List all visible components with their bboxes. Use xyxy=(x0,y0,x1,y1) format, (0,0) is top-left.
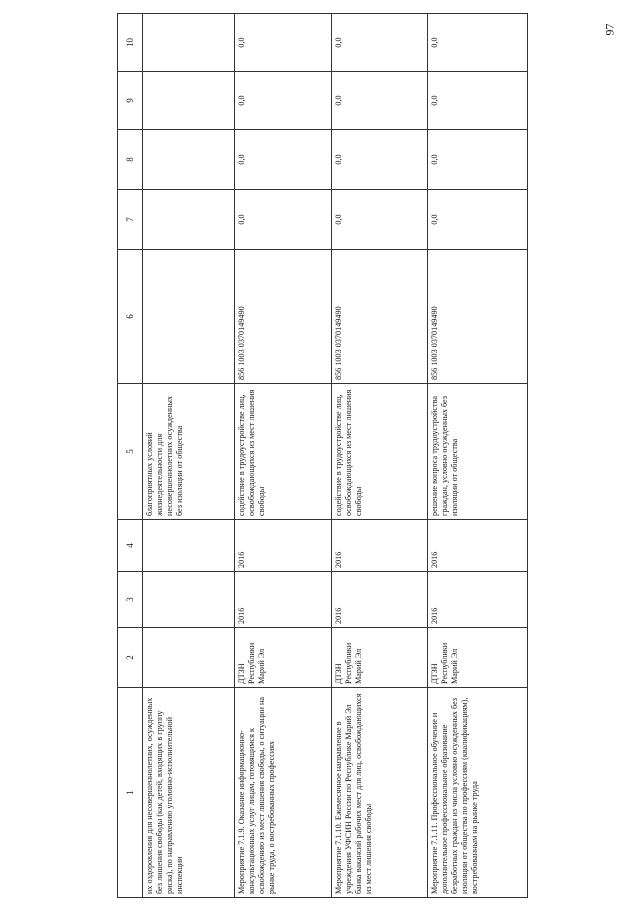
value-cell-9 xyxy=(143,72,235,130)
goal-cell: решение вопроса трудоустройства граждан, условно осужденных без изоляции от общества xyxy=(428,384,528,520)
column-header-8: 8 xyxy=(118,130,143,190)
value-cell-7: 0,0 xyxy=(428,190,528,250)
table-row-7-1-10 xyxy=(332,14,428,898)
goal-cell: содействие в трудоустройстве лиц, освобождающихся из мест лишения свободы xyxy=(235,384,332,520)
column-header-1: 1 xyxy=(118,688,143,898)
table-row-7-1-11 xyxy=(428,14,528,898)
value-cell-8: 0,0 xyxy=(235,130,332,190)
value-cell-8: 0,0 xyxy=(428,130,528,190)
goal-cell: благоприятных условий жизнедеятельности для несовершеннолетних осужденных без изоляции от общества xyxy=(143,384,235,520)
start-year-cell: 2016 xyxy=(428,572,528,628)
value-cell-8 xyxy=(143,130,235,190)
value-cell-10: 0,0 xyxy=(332,14,428,72)
start-year-cell: 2016 xyxy=(332,572,428,628)
value-cell-9: 0,0 xyxy=(428,72,528,130)
value-cell-8: 0,0 xyxy=(332,130,428,190)
budget-code-cell: 856 1003 0370149490 xyxy=(332,250,428,384)
value-cell-7: 0,0 xyxy=(332,190,428,250)
measure-name-cell: Мероприятие 7.1.11. Профессиональное обучение и дополнительное профессиональное образование безработных граждан из числа условно осужденных без изоляции от общества по профессиям (квалификациям), востребованным на рынке труда xyxy=(428,688,528,898)
executor-cell: ДТЗН Республики Марий Эл xyxy=(428,628,528,688)
page-number: 97 xyxy=(602,23,617,36)
program-measures-table xyxy=(117,13,528,898)
table-row-7-1-9 xyxy=(235,14,332,898)
value-cell-10: 0,0 xyxy=(428,14,528,72)
measure-name-cell: Мероприятие 7.1.10. Ежемесячное направление в учреждения УФСИН России по Республике Марий Эл банка вакансий рабочих мест для лиц, освобождающихся из мест лишения свободы xyxy=(332,688,428,898)
column-header-2: 2 xyxy=(118,628,143,688)
executor-cell xyxy=(143,628,235,688)
column-header-5: 5 xyxy=(118,384,143,520)
value-cell-9: 0,0 xyxy=(332,72,428,130)
goal-cell: содействие в трудоустройстве лиц, освобождающихся из мест лишения свободы xyxy=(332,384,428,520)
column-header-4: 4 xyxy=(118,520,143,572)
executor-cell: ДТЗН Республики Марий Эл xyxy=(235,628,332,688)
budget-code-cell xyxy=(143,250,235,384)
column-header-9: 9 xyxy=(118,72,143,130)
start-year-cell: 2016 xyxy=(235,572,332,628)
measure-name-cell: их оздоровления для несовершеннолетних, осужденных без лишения свободы (как детей, входящих в группу риска), по направлению уголовно-исполнительной инспекции xyxy=(143,688,235,898)
end-year-cell: 2016 xyxy=(428,520,528,572)
value-cell-10 xyxy=(143,14,235,72)
budget-code-cell: 856 1003 0370149490 xyxy=(235,250,332,384)
column-header-3: 3 xyxy=(118,572,143,628)
end-year-cell xyxy=(143,520,235,572)
value-cell-7 xyxy=(143,190,235,250)
end-year-cell: 2016 xyxy=(332,520,428,572)
column-header-7: 7 xyxy=(118,190,143,250)
start-year-cell xyxy=(143,572,235,628)
column-number-row xyxy=(118,14,143,898)
budget-code-cell: 856 1003 0370149490 xyxy=(428,250,528,384)
rotated-table-sheet xyxy=(117,14,529,898)
table-row-continuation xyxy=(143,14,235,898)
column-header-10: 10 xyxy=(118,14,143,72)
executor-cell: ДТЗН Республики Марий Эл xyxy=(332,628,428,688)
value-cell-9: 0,0 xyxy=(235,72,332,130)
column-header-6: 6 xyxy=(118,250,143,384)
end-year-cell: 2016 xyxy=(235,520,332,572)
value-cell-10: 0,0 xyxy=(235,14,332,72)
measure-name-cell: Мероприятие 7.1.9. Оказание информационно-консультационных услуг лицам, готовящимся к освобождению из мест лишения свободы, о ситуации на рынке труда, о востребованных профессиях xyxy=(235,688,332,898)
value-cell-7: 0,0 xyxy=(235,190,332,250)
